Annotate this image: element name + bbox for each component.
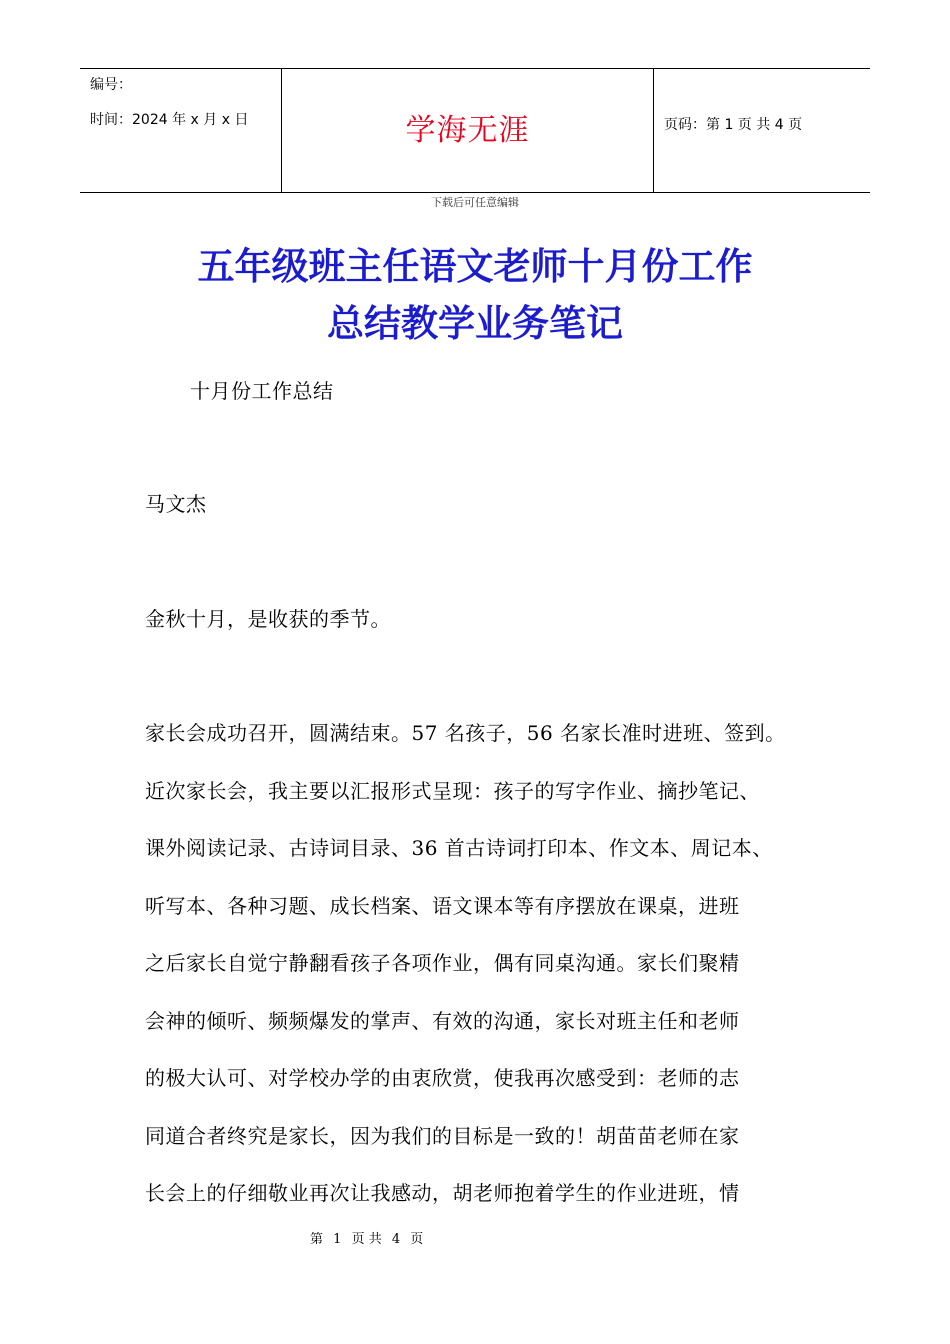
editable-note: 下载后可任意编辑 — [431, 196, 519, 209]
paragraph-line: 课外阅读记录、古诗词目录、36 首古诗词打印本、作文本、周记本、 — [145, 836, 773, 860]
intro-line: 金秋十月，是收获的季节。 — [145, 607, 391, 631]
section-heading: 十月份工作总结 — [190, 379, 334, 403]
footer-mid: 页 共 — [351, 1232, 382, 1247]
document-title-line-2: 总结教学业务笔记 — [327, 302, 623, 345]
header-right-cell — [654, 69, 870, 193]
paragraph-line: 同道合者终究是家长，因为我们的目标是一致的！胡苗苗老师在家 — [145, 1124, 740, 1148]
paragraph-line: 之后家长自觉宁静翻看孩子各项作业，偶有同桌沟通。家长们聚精 — [145, 951, 740, 975]
document-title-line-1: 五年级班主任语文老师十月份工作 — [197, 245, 753, 288]
footer-total-pages: 4 — [391, 1232, 401, 1247]
header-left-cell — [80, 69, 281, 193]
brand-title: 学海无涯 — [405, 113, 530, 148]
paragraph-line: 听写本、各种习题、成长档案、语文课本等有序摆放在课桌，进班 — [145, 894, 740, 918]
paragraph-line: 近次家长会，我主要以汇报形式呈现：孩子的写字作业、摘抄笔记、 — [145, 779, 760, 803]
page-info: 页码：第 1 页 共 4 页 — [664, 117, 803, 133]
author-name: 马文杰 — [145, 492, 207, 516]
document-time-label: 时间：2024 年 x 月 x 日 — [90, 112, 249, 128]
paragraph-line: 家长会成功召开，圆满结束。57 名孩子，56 名家长准时进班、签到。 — [145, 721, 786, 745]
footer-page-number: 1 — [333, 1232, 342, 1247]
paragraph-line: 长会上的仔细敬业再次让我感动，胡老师抱着学生的作业进班，情 — [145, 1181, 740, 1205]
footer-suffix: 页 — [410, 1232, 424, 1247]
paragraph-line: 会神的倾听、频频爆发的掌声、有效的沟通，家长对班主任和老师 — [145, 1009, 740, 1033]
header-table — [80, 68, 870, 193]
document-number-label: 编号： — [90, 77, 132, 93]
paragraph-line: 的极大认可、对学校办学的由衷欣赏，使我再次感受到：老师的志 — [145, 1066, 740, 1090]
header-brand-cell — [281, 69, 654, 193]
footer-prefix: 第 — [310, 1232, 324, 1247]
page-footer — [0, 1228, 950, 1247]
